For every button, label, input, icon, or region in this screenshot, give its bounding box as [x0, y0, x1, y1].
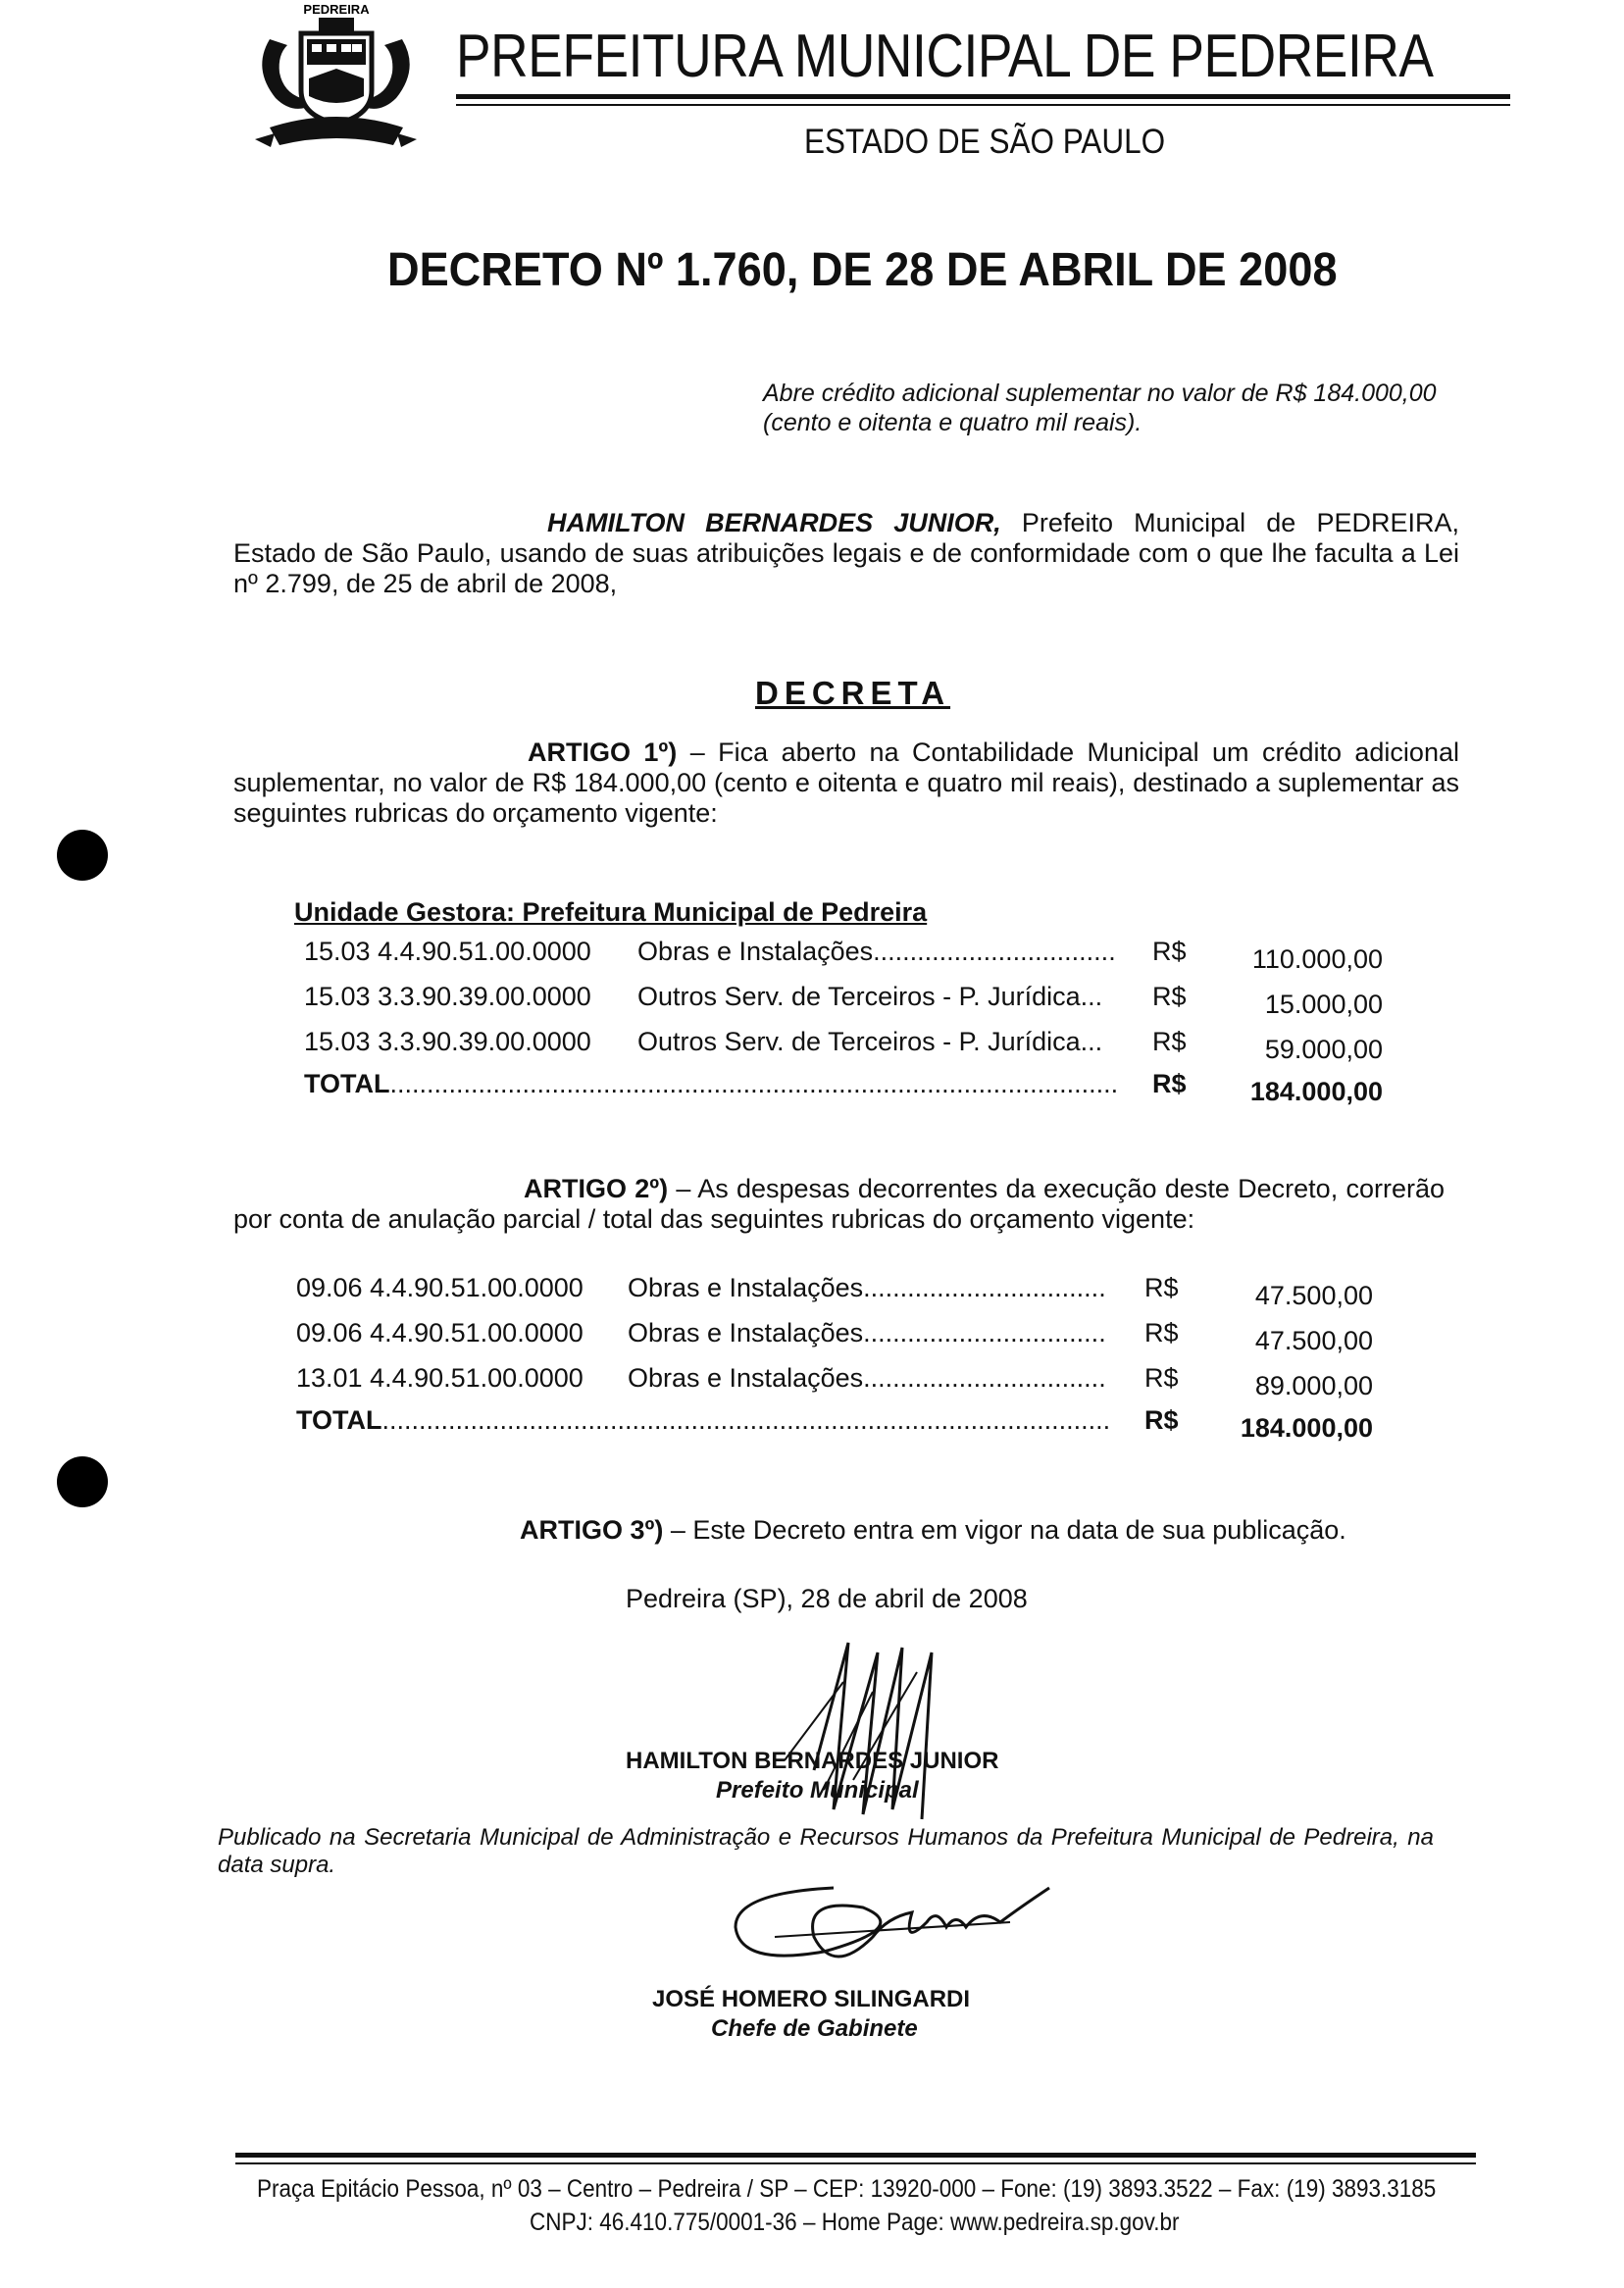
row-currency: R$	[1144, 1363, 1179, 1393]
row-description: Obras e Instalações.................................	[628, 1363, 1106, 1393]
article1-paragraph	[233, 737, 1459, 829]
article3-label: ARTIGO 3º)	[520, 1515, 664, 1545]
total-amount: 184.000,00	[1249, 1077, 1383, 1106]
crest-label: PEDREIRA	[303, 2, 370, 17]
article3-text: – Este Decreto entra em vigor na data de sua publicação.	[670, 1515, 1346, 1545]
article3-paragraph	[520, 1515, 1346, 1546]
footer-rule-thick	[235, 2153, 1476, 2158]
row-currency: R$	[1144, 1318, 1179, 1347]
total-currency: R$	[1144, 1405, 1179, 1435]
signer1-name: HAMILTON BERNARDES JUNIOR	[626, 1748, 999, 1774]
punch-hole	[57, 830, 108, 881]
footer-cnpj: CNPJ: 46.410.775/0001-36 – Home Page: www.pedreira.sp.gov.br	[530, 2209, 1180, 2236]
article2-paragraph	[233, 1174, 1445, 1235]
row-currency: R$	[1152, 1027, 1187, 1056]
unit-heading: Unidade Gestora: Prefeitura Municipal de Pedreira	[294, 897, 928, 927]
row-amount: 47.500,00	[1254, 1281, 1373, 1310]
punch-hole	[57, 1456, 108, 1507]
article2-label: ARTIGO 2º)	[524, 1174, 669, 1203]
row-amount: 89.000,00	[1254, 1371, 1373, 1400]
decree-title: DECRETO Nº 1.760, DE 28 DE ABRIL DE 2008	[387, 244, 1338, 296]
header-rule-thick	[456, 94, 1510, 99]
signer2-role: Chefe de Gabinete	[711, 2015, 918, 2042]
row-currency: R$	[1152, 982, 1187, 1011]
footer-address: Praça Epitácio Pessoa, nº 03 – Centro – Pedreira / SP – CEP: 13920-000 – Fone: (19) 3893.3522 – Fax: (19) 3893.3185	[257, 2175, 1437, 2203]
signer2-name: JOSÉ HOMERO SILINGARDI	[652, 1986, 971, 2012]
row-code: 09.06 4.4.90.51.00.0000	[296, 1273, 584, 1302]
preamble-name: HAMILTON BERNARDES JUNIOR,	[547, 508, 1001, 537]
total-label: TOTAL...................................................................................................	[296, 1405, 1111, 1435]
row-code: 15.03 3.3.90.39.00.0000	[304, 982, 591, 1011]
row-amount: 59.000,00	[1264, 1035, 1383, 1064]
decree-abstract: Abre crédito adicional suplementar no valor de R$ 184.000,00 (cento e oitenta e quatro mil reais).	[763, 380, 1437, 436]
header-title: PREFEITURA MUNICIPAL DE PEDREIRA	[456, 23, 1434, 90]
row-description: Obras e Instalações.................................	[628, 1318, 1106, 1347]
article1-text: – Fica aberto na Contabilidade Municipal um crédito adicional suplementar, no valor de R$ 184.000,00 (cento e oitenta e quatro mil reais), destinado a suplementar as seguintes rubricas do orçamento vigente:	[233, 737, 1459, 828]
total-amount: 184.000,00	[1240, 1413, 1373, 1443]
row-code: 15.03 3.3.90.39.00.0000	[304, 1027, 591, 1056]
signature-chief	[716, 1868, 1069, 1996]
preamble-text: Prefeito Municipal de PEDREIRA, Estado de São Paulo, usando de suas atribuições legais e de conformidade com o que lhe faculta a Lei nº 2.799, de 25 de abril de 2008,	[233, 508, 1459, 598]
row-description: Obras e Instalações.................................	[628, 1273, 1106, 1302]
article1-label: ARTIGO 1º)	[528, 737, 678, 767]
row-currency: R$	[1152, 937, 1187, 966]
header-subtitle: ESTADO DE SÃO PAULO	[804, 123, 1166, 161]
preamble	[233, 508, 1459, 599]
row-code: 15.03 4.4.90.51.00.0000	[304, 937, 591, 966]
total-label: TOTAL...................................................................................................	[304, 1069, 1119, 1098]
row-amount: 47.500,00	[1254, 1326, 1373, 1355]
table-total-row	[304, 1069, 1393, 1106]
row-code: 13.01 4.4.90.51.00.0000	[296, 1363, 584, 1393]
table-row	[304, 937, 1393, 974]
decreta-heading: DECRETA	[755, 675, 951, 711]
row-description: Outros Serv. de Terceiros - P. Jurídica...	[637, 1027, 1103, 1056]
row-amount: 110.000,00	[1251, 944, 1383, 974]
table-total-row	[296, 1405, 1385, 1443]
total-currency: R$	[1152, 1069, 1187, 1098]
row-code: 09.06 4.4.90.51.00.0000	[296, 1318, 584, 1347]
row-currency: R$	[1144, 1273, 1179, 1302]
article1-table	[304, 937, 1393, 1133]
header-rule-thin	[456, 104, 1510, 106]
place-date: Pedreira (SP), 28 de abril de 2008	[626, 1584, 1028, 1613]
row-amount: 15.000,00	[1264, 990, 1383, 1019]
table-row	[304, 982, 1393, 1019]
table-row	[304, 1027, 1393, 1064]
article2-table	[296, 1273, 1385, 1469]
publication-note: Publicado na Secretaria Municipal de Administração e Recursos Humanos da Prefeitura Municipal de Pedreira, na data supra.	[218, 1824, 1434, 1878]
table-row	[296, 1363, 1385, 1400]
article2-text: – As despesas decorrentes da execução deste Decreto, correrão por conta de anulação parcial / total das seguintes rubricas do orçamento vigente:	[233, 1174, 1445, 1234]
municipal-crest	[250, 0, 422, 162]
table-row	[296, 1318, 1385, 1355]
row-description: Outros Serv. de Terceiros - P. Jurídica...	[637, 982, 1103, 1011]
footer-rule-thin	[235, 2162, 1476, 2164]
row-description: Obras e Instalações.................................	[637, 937, 1116, 966]
table-row	[296, 1273, 1385, 1310]
signer1-role: Prefeito Municipal	[716, 1777, 919, 1804]
